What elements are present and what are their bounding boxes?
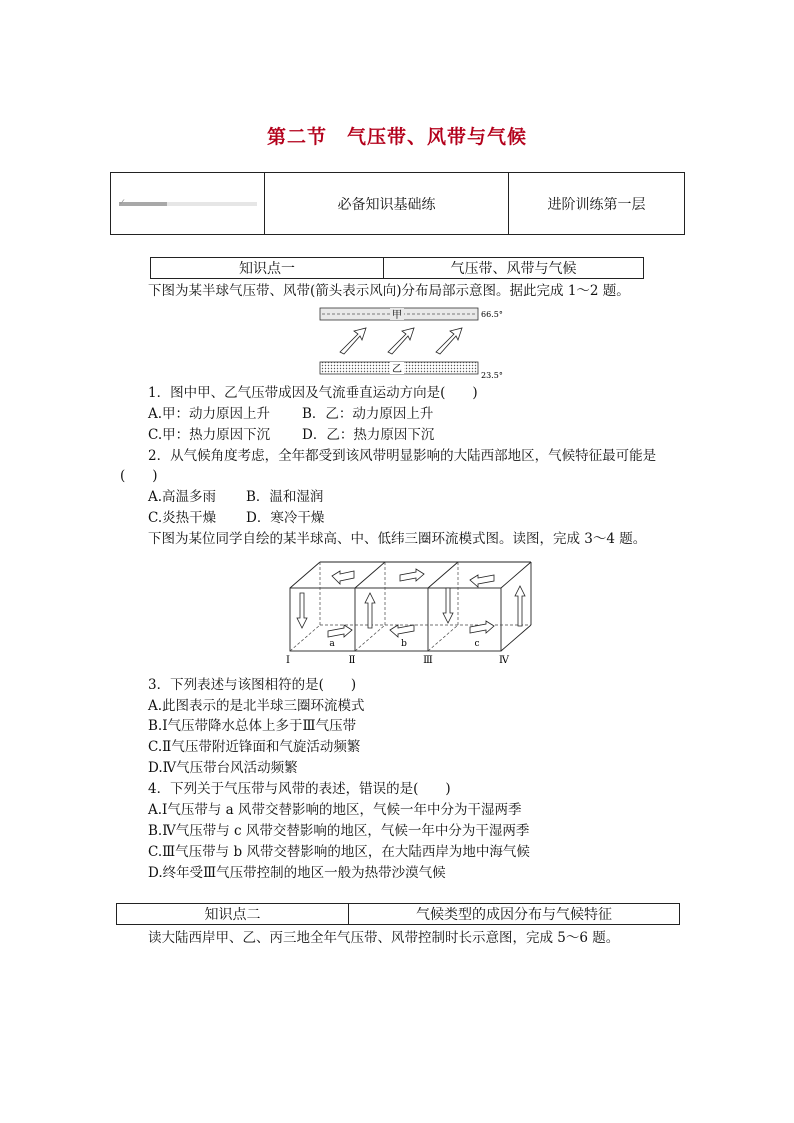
question-1-option-d: D．乙：热力原因下沉	[302, 427, 435, 443]
page-title: 第二节 气压带、风带与气候	[266, 126, 527, 148]
intro-text-3: 读大陆西岸甲、乙、丙三地全年气压带、风带控制时长示意图，完成 5～6 题。	[148, 930, 620, 946]
knowledge-point-label: 知识点一	[239, 261, 295, 277]
belt-label-yi: 乙	[392, 364, 402, 375]
question-4-option-b: B.Ⅳ气压带与 c 风带交替影响的地区，气候一年中分为干湿两季	[148, 823, 530, 839]
three-cell-circulation-figure	[282, 558, 542, 668]
arrow-up-2	[515, 586, 525, 626]
arrow-top-2	[400, 569, 424, 581]
question-1-option-a: A.甲：动力原因上升	[148, 406, 271, 422]
cell-label-a: a	[329, 639, 335, 649]
question-1-option-b: B．乙：动力原因上升	[302, 406, 434, 422]
question-2-option-b: B．温和湿润	[246, 489, 324, 505]
check-icon: ✓	[118, 197, 127, 208]
cell-label-b: b	[401, 639, 407, 649]
arrow-down-2	[443, 588, 453, 623]
question-3-option-d: D.Ⅳ气压带台风活动频繁	[148, 760, 298, 776]
arrow-top-3	[470, 575, 494, 587]
question-1-option-c: C.甲：热力原因下沉	[148, 427, 271, 443]
progress-bar-graphic	[118, 197, 257, 208]
question-1-stem: 1．图中甲、乙气压带成因及气流垂直运动方向是( )	[148, 385, 478, 401]
arrow-bottom-1	[328, 625, 352, 637]
knowledge-point-2-header	[116, 903, 680, 925]
pressure-belt-figure	[318, 304, 518, 380]
question-2-stem-cont: ( )	[120, 468, 158, 484]
knowledge-point-topic: 气候类型的成因分布与气候特征	[348, 904, 679, 924]
header-cell-basic: 必备知识基础练	[265, 173, 509, 235]
latitude-23-label: 23.5°	[481, 371, 503, 380]
question-4-option-d: D.终年受Ⅲ气压带控制的地区一般为热带沙漠气候	[148, 865, 446, 881]
intro-text-2: 下图为某位同学自绘的某半球高、中、低纬三圈环流模式图。读图，完成 3～4 题。	[148, 531, 647, 547]
header-logo-cell	[111, 173, 265, 235]
belt-numeral-3: Ⅲ	[423, 655, 433, 666]
latitude-66-label: 66.5°	[481, 310, 503, 319]
belt-numeral-4: Ⅳ	[499, 655, 509, 666]
circulation-arrows	[297, 569, 525, 637]
intro-text-1: 下图为某半球气压带、风带(箭头表示风向)分布局部示意图。据此完成 1～2 题。	[148, 283, 630, 299]
header-table	[110, 172, 685, 235]
knowledge-point-topic: 气压带、风带与气候	[383, 258, 643, 278]
question-2-stem: 2．从气候角度考虑，全年都受到该风带明显影响的大陆西部地区，气候特征最可能是	[148, 448, 657, 464]
question-3-option-c: C.Ⅱ气压带附近锋面和气旋活动频繁	[148, 739, 361, 755]
question-2-option-c: C.炎热干燥	[148, 510, 217, 526]
question-3-option-a: A.此图表示的是北半球三圈环流模式	[148, 698, 365, 714]
arrow-bottom-3	[470, 621, 494, 633]
knowledge-point-label: 知识点二	[204, 907, 261, 923]
belt-numeral-1: Ⅰ	[286, 655, 290, 666]
question-2-option-a: A.高温多雨	[148, 489, 217, 505]
arrow-bottom-2	[390, 625, 414, 637]
belt-label-jia: 甲	[392, 310, 402, 321]
arrow-up-1	[365, 593, 375, 628]
question-4-option-a: A.Ⅰ气压带与 a 风带交替影响的地区，气候一年中分为干湿两季	[148, 802, 522, 818]
wind-arrows	[340, 328, 462, 354]
wind-arrow-1	[340, 328, 366, 354]
belt-numeral-2: Ⅱ	[348, 655, 356, 666]
question-3-stem: 3．下列表述与该图相符的是( )	[148, 677, 357, 693]
arrow-down-1	[297, 593, 307, 628]
cell-label-c: c	[474, 639, 480, 649]
arrow-top-1	[332, 571, 354, 584]
question-2-option-d: D．寒冷干燥	[246, 510, 325, 526]
wind-arrow-2	[388, 328, 414, 354]
header-cell-advanced: 进阶训练第一层	[509, 173, 685, 235]
knowledge-point-1-header	[150, 257, 644, 279]
question-4-stem: 4．下列关于气压带与风带的表述，错误的是( )	[148, 781, 451, 797]
question-4-option-c: C.Ⅲ气压带与 b 风带交替影响的地区，在大陆西岸为地中海气候	[148, 844, 530, 860]
wind-arrow-3	[436, 328, 462, 354]
question-3-option-b: B.Ⅰ气压带降水总体上多于Ⅲ气压带	[148, 718, 357, 734]
